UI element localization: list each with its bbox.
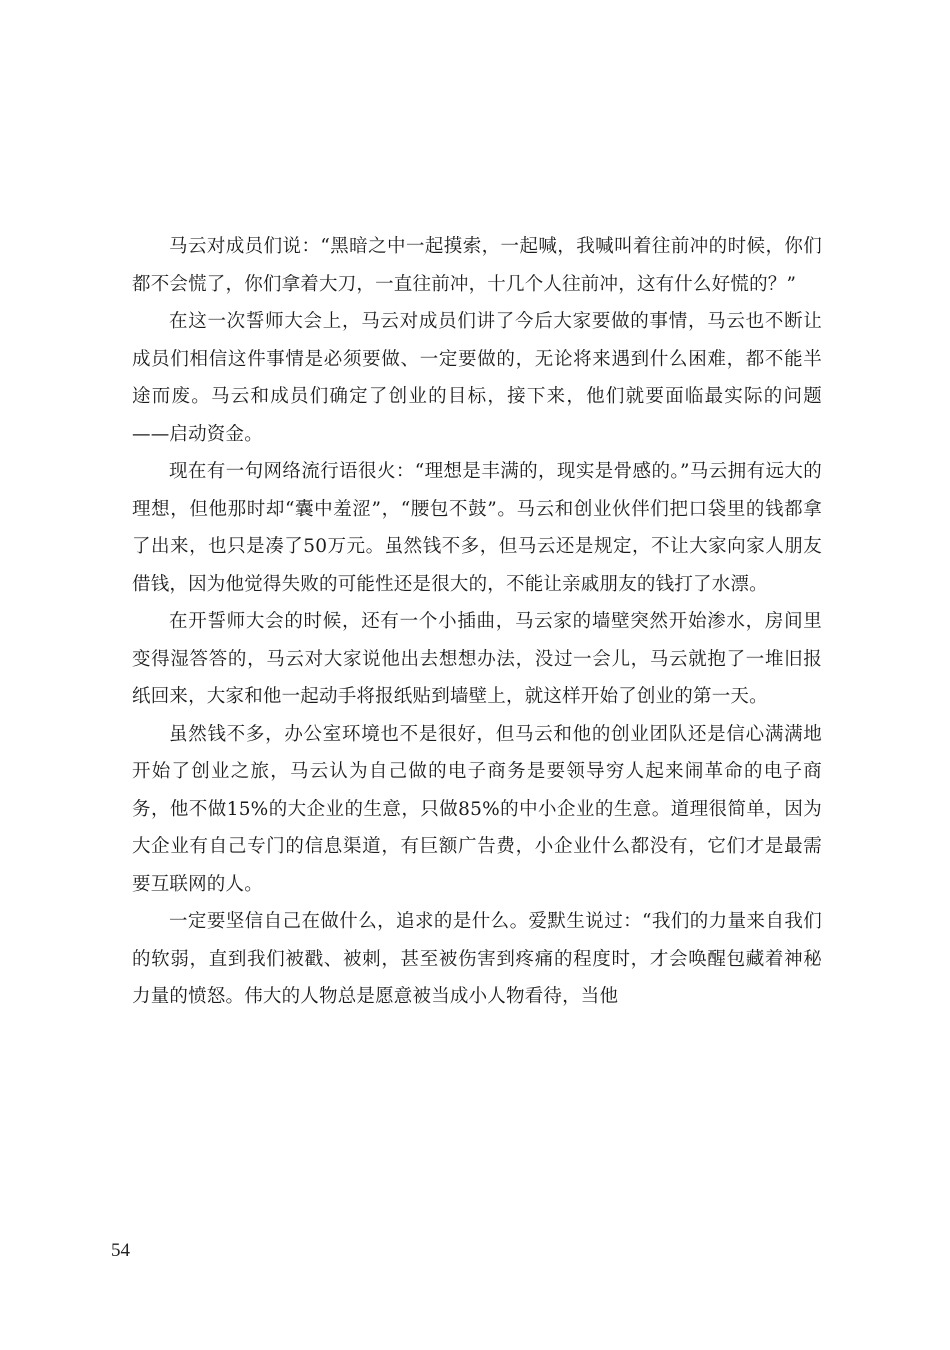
paragraph-1: 马云对成员们说：“黑暗之中一起摸索，一起喊，我喊叫着往前冲的时候，你们都不会慌了，你们拿着大刀，一直往前冲，十几个人往前冲，这有什么好慌的？” [132,236,822,295]
paragraph-2: 在这一次誓师大会上，马云对成员们讲了今后大家要做的事情，马云也不断让成员们相信这件事情是必须要做、一定要做的，无论将来遇到什么困难，都不能半途而废。马云和成员们确定了创业的目标，接下来，他们就要面临最实际的问题——启动资金。 [132,311,822,445]
paragraph-5: 虽然钱不多，办公室环境也不是很好，但马云和他的创业团队还是信心满满地开始了创业之旅，马云认为自己做的电子商务是要领导穷人起来闹革命的电子商务，他不做15%的大企业的生意，只做85%的中小企业的生意。道理很简单，因为大企业有自己专门的信息渠道，有巨额广告费，小企业什么都没有，它们才是最需要互联网的人。 [132,723,822,895]
page-number: 54 [111,1240,130,1261]
body-text [132,228,822,1016]
paragraph-4: 在开誓师大会的时候，还有一个小插曲，马云家的墙壁突然开始渗水，房间里变得湿答答的，马云对大家说他出去想想办法，没过一会儿，马云就抱了一堆旧报纸回来，大家和他一起动手将报纸贴到墙壁上，就这样开始了创业的第一天。 [132,611,822,707]
paragraph-6: 一定要坚信自己在做什么，追求的是什么。爱默生说过：“我们的力量来自我们的软弱，直到我们被戳、被刺，甚至被伤害到疼痛的程度时，才会唤醒包藏着神秘力量的愤怒。伟大的人物总是愿意被当成小人物看待，当他 [132,911,822,1007]
paragraph-3: 现在有一句网络流行语很火：“理想是丰满的，现实是骨感的。”马云拥有远大的理想，但他那时却“囊中羞涩”，“腰包不鼓”。马云和创业伙伴们把口袋里的钱都拿了出来，也只是凑了50万元。虽然钱不多，但马云还是规定，不让大家向家人朋友借钱，因为他觉得失败的可能性还是很大的，不能让亲戚朋友的钱打了水漂。 [132,461,822,595]
